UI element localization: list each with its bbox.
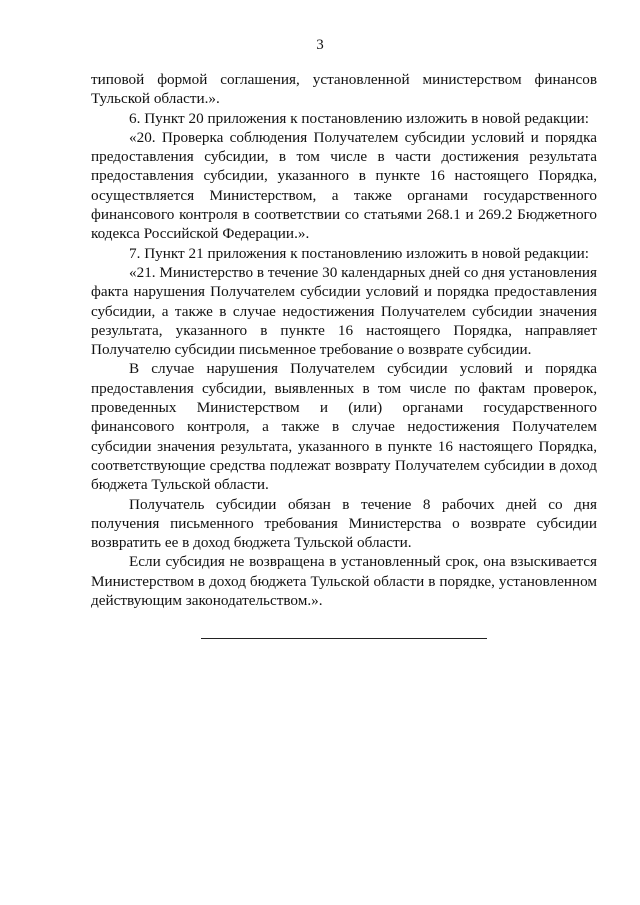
page-number: 3: [316, 37, 324, 53]
document-body: [91, 70, 597, 610]
paragraph-item-6: 6. Пункт 20 приложения к постановлению изложить в новой редакции:: [129, 109, 589, 127]
paragraph-enforcement: Если субсидия не возвращена в установленный срок, она взыскивается Министерством в доход бюджета Тульской области в порядке, установленном действующим законодательством.».: [91, 553, 597, 610]
paragraph-continuation: типовой формой соглашения, установленной министерством финансов Тульской области.».: [91, 71, 597, 108]
paragraph-item-7: 7. Пункт 21 приложения к постановлению изложить в новой редакции:: [129, 244, 589, 262]
closing-separator-line: [201, 638, 487, 639]
paragraph-return-deadline: Получатель субсидии обязан в течение 8 рабочих дней со дня получения письменного требования Министерства о возврате субсидии возвратить ее в доход бюджета Тульской области.: [91, 495, 597, 552]
paragraph-clause-20: «20. Проверка соблюдения Получателем субсидии условий и порядка предоставления субсидии, в том числе в части достижения результата предоставления субсидии, указанного в пункте 16 настоящего Порядка, осуществляется Министерством, а также органами государственного финансового контроля в соответствии со статьями 268.1 и 269.2 Бюджетного кодекса Российской Федерации.».: [91, 128, 597, 243]
paragraph-violation-return: В случае нарушения Получателем субсидии условий и порядка предоставления субсидии, выявленных в том числе по фактам проверок, проведенных Министерством и (или) органами государственного финансового контроля, а также в случае недостижения Получателем субсидии значения результата, указанного в пункте 16 настоящего Порядка, соответствующие средства подлежат возврату Получателем субсидии в доход бюджета Тульской области.: [91, 360, 597, 494]
paragraph-clause-21: «21. Министерство в течение 30 календарных дней со дня установления факта нарушения Получателем субсидии условий и порядка предоставления субсидии, а также в случае недостижения Получателем субсидии значения результата, указанного в пункте 16 настоящего Порядка, направляет Получателю субсидии письменное требование о возврате субсидии.: [91, 263, 597, 359]
